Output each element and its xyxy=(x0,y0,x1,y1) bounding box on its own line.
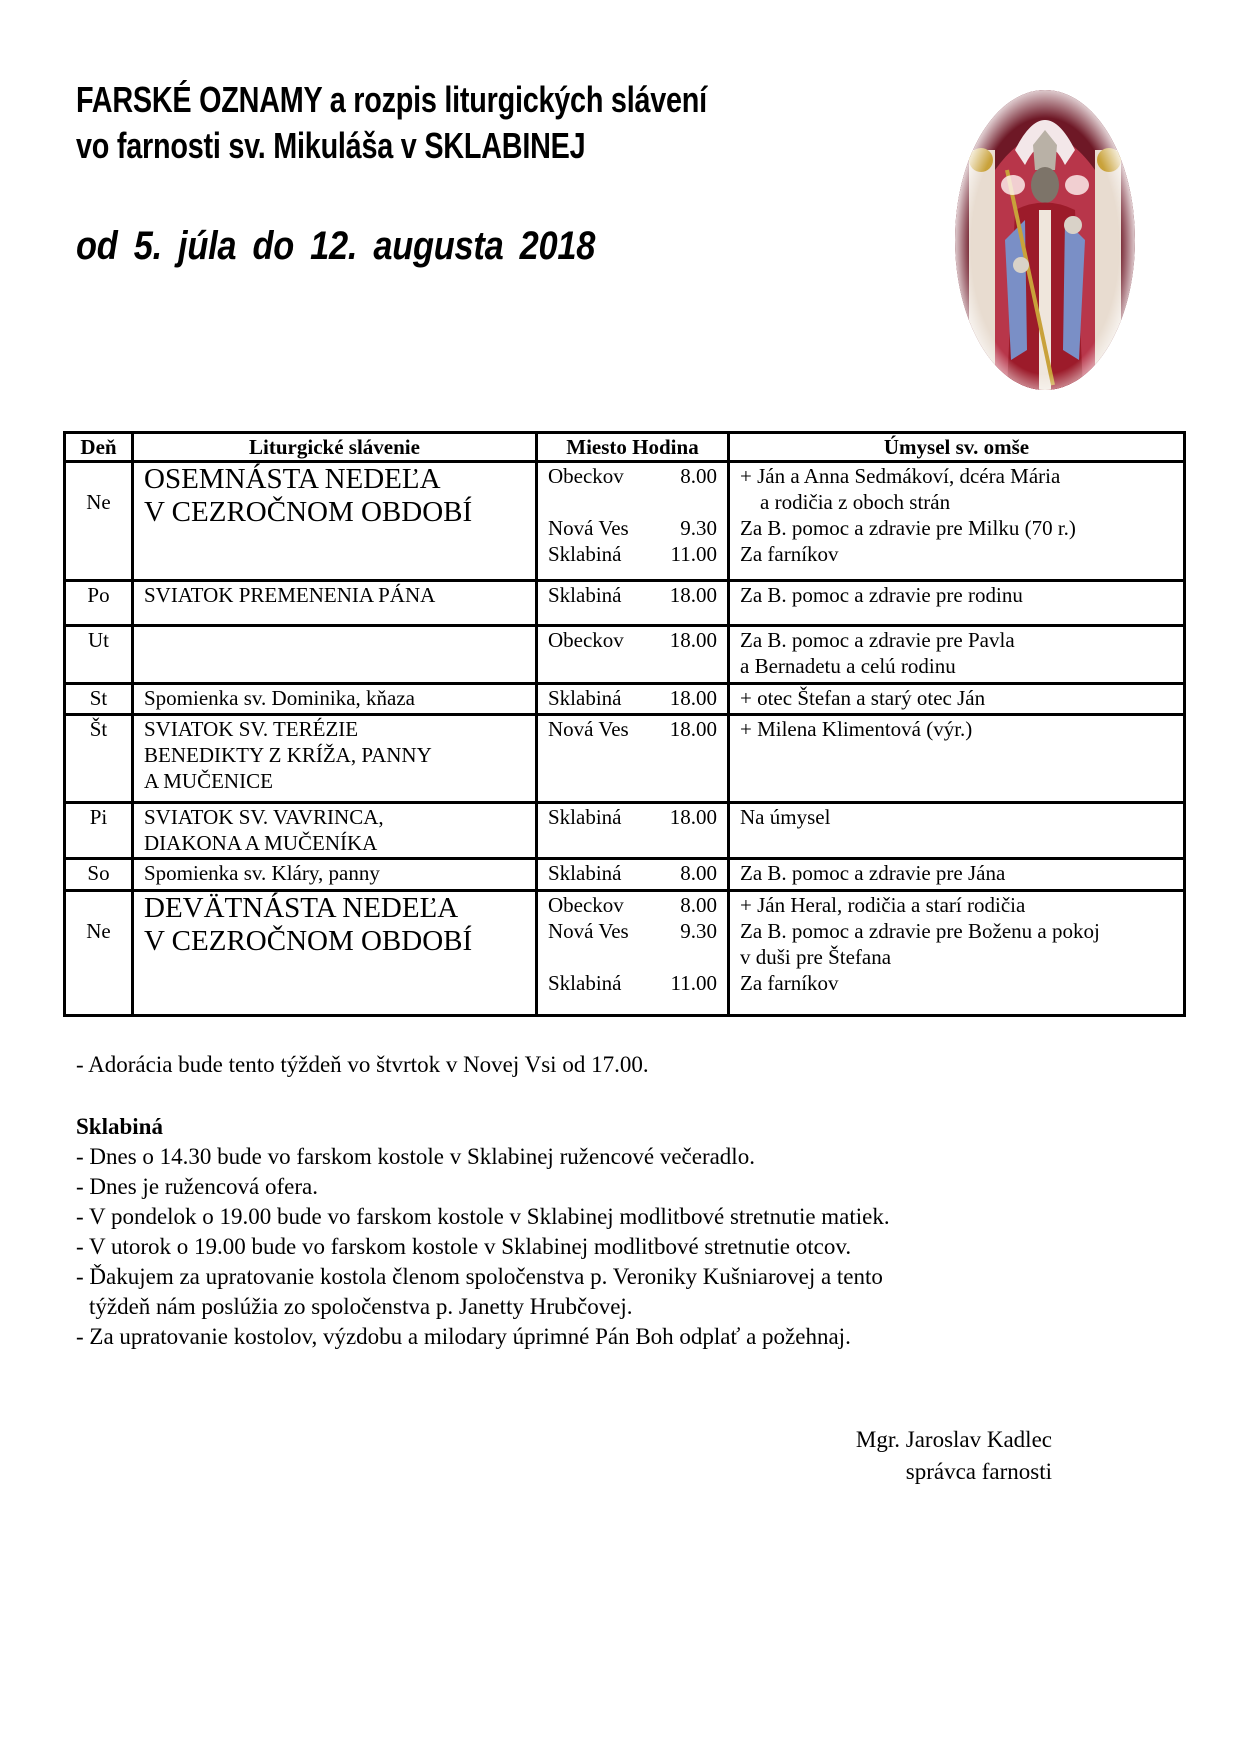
liturgy-line: SVIATOK SV. TERÉZIE xyxy=(144,717,359,741)
signature-role: správca farnosti xyxy=(905,1459,1052,1484)
mass-time: 8.00 xyxy=(680,861,717,885)
table-row xyxy=(65,581,1185,626)
intention-line: Za B. pomoc a zdravie pre rodinu xyxy=(740,583,1023,607)
mass-place-time xyxy=(548,582,717,608)
mass-time: 8.00 xyxy=(680,893,717,917)
date-range: od 5. júla do 12. augusta 2018 xyxy=(76,224,596,268)
intention-line: a rodičia z oboch strán xyxy=(760,490,951,514)
mass-place: Obeckov xyxy=(548,464,624,488)
day-label: Pi xyxy=(89,805,108,829)
place-time-cell xyxy=(537,803,729,859)
saint-nicholas-image xyxy=(955,90,1135,390)
signature-block xyxy=(856,1424,1052,1488)
day-label: Ne xyxy=(86,919,111,943)
liturgy-line: V CEZROČNOM OBDOBÍ xyxy=(144,496,473,528)
day-cell xyxy=(65,581,133,626)
mass-time: 18.00 xyxy=(669,583,717,607)
mass-time: 18.00 xyxy=(669,717,717,741)
mass-place-time xyxy=(548,685,717,711)
liturgy-line: DEVÄTNÁSTA NEDEĽA xyxy=(144,892,459,924)
intention-cell xyxy=(729,581,1185,626)
intention-line: + Ján a Anna Sedmákoví, dcéra Mária xyxy=(740,464,1061,488)
intention-line: Za farníkov xyxy=(740,542,839,566)
liturgy-line: Spomienka sv. Kláry, panny xyxy=(144,861,380,885)
liturgy-cell xyxy=(133,462,537,581)
place-time-cell xyxy=(537,891,729,1016)
intention-line: Na úmysel xyxy=(740,805,831,829)
liturgy-line: OSEMNÁSTA NEDEĽA xyxy=(144,463,441,495)
table-row xyxy=(65,715,1185,803)
intention-line: Za B. pomoc a zdravie pre Pavla xyxy=(740,628,1015,652)
intention-cell xyxy=(729,626,1185,684)
header-liturgy: Liturgické slávenie xyxy=(133,433,537,462)
announcement-item: - Dnes je ružencová ofera. xyxy=(76,1174,319,1199)
mass-place: Sklabiná xyxy=(548,686,622,710)
page-title-line-1: FARSKÉ OZNAMY a rozpis liturgických slávení xyxy=(76,79,707,120)
day-cell xyxy=(65,626,133,684)
liturgy-line: SVIATOK PREMENENIA PÁNA xyxy=(144,583,436,607)
intention-cell xyxy=(729,891,1185,1016)
intention-cell xyxy=(729,462,1185,581)
liturgy-cell xyxy=(133,715,537,803)
announcements xyxy=(76,1050,890,1352)
day-label: So xyxy=(87,861,110,885)
place-time-cell xyxy=(537,715,729,803)
liturgy-cell xyxy=(133,626,537,684)
header-intention: Úmysel sv. omše xyxy=(729,433,1185,462)
day-label: Po xyxy=(87,583,110,607)
vignette-overlay xyxy=(955,90,1135,390)
day-label: Ne xyxy=(86,490,111,514)
table-header-row xyxy=(65,433,1185,462)
day-cell xyxy=(65,803,133,859)
mass-time: 9.30 xyxy=(680,919,717,943)
place-time-cell xyxy=(537,462,729,581)
intention-cell xyxy=(729,684,1185,715)
mass-place-time xyxy=(548,860,717,886)
place-time-cell xyxy=(537,859,729,891)
mass-place: Sklabiná xyxy=(548,542,622,566)
mass-time: 9.30 xyxy=(680,516,717,540)
day-cell xyxy=(65,891,133,1016)
mass-time: 18.00 xyxy=(669,686,717,710)
mass-time: 11.00 xyxy=(670,542,717,566)
intention-line: + Milena Klimentová (výr.) xyxy=(740,717,973,741)
mass-place-time xyxy=(548,463,717,489)
liturgy-line: DIAKONA A MUČENÍKA xyxy=(144,831,378,855)
intention-line: a Bernadetu a celú rodinu xyxy=(740,654,956,678)
page-title-line-2: vo farnosti sv. Mikuláša v SKLABINEJ xyxy=(76,125,586,166)
liturgy-line: Spomienka sv. Dominika, kňaza xyxy=(144,686,416,710)
mass-place-time xyxy=(548,716,717,742)
mass-place: Sklabiná xyxy=(548,971,622,995)
place-time-cell xyxy=(537,581,729,626)
mass-place-time xyxy=(548,515,717,541)
mass-place: Sklabiná xyxy=(548,805,622,829)
mass-place-time xyxy=(548,970,717,996)
section-heading-sklabina: Sklabiná xyxy=(76,1114,163,1139)
intention-line: v duši pre Štefana xyxy=(740,945,892,969)
liturgy-line: A MUČENICE xyxy=(144,769,273,793)
mass-place: Sklabiná xyxy=(548,583,622,607)
mass-time: 8.00 xyxy=(680,464,717,488)
announcement-item-continuation: týždeň nám poslúžia zo spoločenstva p. Janetty Hrubčovej. xyxy=(89,1294,633,1319)
liturgy-line: V CEZROČNOM OBDOBÍ xyxy=(144,925,473,957)
signature-name: Mgr. Jaroslav Kadlec xyxy=(855,1427,1052,1452)
announcement-item: - V utorok o 19.00 bude vo farskom kostole v Sklabinej modlitbové stretnutie otcov. xyxy=(76,1234,852,1259)
mass-place-time xyxy=(548,541,717,567)
header-day: Deň xyxy=(65,433,133,462)
day-cell xyxy=(65,715,133,803)
mass-place-time xyxy=(548,892,717,918)
liturgy-cell xyxy=(133,684,537,715)
mass-place-time xyxy=(548,918,717,944)
mass-time: 11.00 xyxy=(670,971,717,995)
intention-line: + otec Štefan a starý otec Ján xyxy=(740,686,986,710)
intention-cell xyxy=(729,859,1185,891)
liturgy-schedule-table xyxy=(63,431,1186,1017)
intention-cell xyxy=(729,803,1185,859)
announcement-item: - Dnes o 14.30 bude vo farskom kostole v Sklabinej ružencové večeradlo. xyxy=(76,1144,755,1169)
announcement-item: - V pondelok o 19.00 bude vo farskom kostole v Sklabinej modlitbové stretnutie matiek. xyxy=(76,1204,890,1229)
header-place-time: Miesto Hodina xyxy=(537,433,729,462)
mass-place-time xyxy=(548,804,717,830)
table-row xyxy=(65,462,1185,581)
announcement-item: - Ďakujem za upratovanie kostola členom spoločenstva p. Veroniky Kušniarovej a tento xyxy=(76,1264,883,1289)
liturgy-cell xyxy=(133,859,537,891)
intention-cell xyxy=(729,715,1185,803)
day-label: Ut xyxy=(88,628,109,652)
day-cell xyxy=(65,462,133,581)
intention-line: Za B. pomoc a zdravie pre Boženu a pokoj xyxy=(740,919,1100,943)
mass-time: 18.00 xyxy=(669,805,717,829)
liturgy-cell xyxy=(133,891,537,1016)
mass-time: 18.00 xyxy=(669,628,717,652)
mass-place: Sklabiná xyxy=(548,861,622,885)
intention-line: Za B. pomoc a zdravie pre Jána xyxy=(740,861,1006,885)
table-row xyxy=(65,891,1185,1016)
table-row xyxy=(65,803,1185,859)
mass-place: Obeckov xyxy=(548,893,624,917)
place-time-cell xyxy=(537,626,729,684)
table-row xyxy=(65,684,1185,715)
table-row xyxy=(65,626,1185,684)
day-label: St xyxy=(89,686,108,710)
day-cell xyxy=(65,859,133,891)
intention-line: + Ján Heral, rodičia a starí rodičia xyxy=(740,893,1026,917)
mass-place-time xyxy=(548,627,717,653)
mass-place: Nová Ves xyxy=(548,919,629,943)
day-label: Št xyxy=(89,717,108,741)
mass-place: Nová Ves xyxy=(548,717,629,741)
intention-line: Za B. pomoc a zdravie pre Milku (70 r.) xyxy=(740,516,1076,540)
liturgy-line: BENEDIKTY Z KRÍŽA, PANNY xyxy=(144,743,432,767)
liturgy-cell xyxy=(133,581,537,626)
announcement-item: - Za upratovanie kostolov, výzdobu a milodary úprimné Pán Boh odplať a požehnaj. xyxy=(76,1324,851,1349)
liturgy-cell xyxy=(133,803,537,859)
mass-place: Obeckov xyxy=(548,628,624,652)
table-row xyxy=(65,859,1185,891)
announcement-general: - Adorácia bude tento týždeň vo štvrtok v Novej Vsi od 17.00. xyxy=(76,1052,649,1077)
place-time-cell xyxy=(537,684,729,715)
intention-line: Za farníkov xyxy=(740,971,839,995)
liturgy-line: SVIATOK SV. VAVRINCA, xyxy=(144,805,384,829)
mass-place: Nová Ves xyxy=(548,516,629,540)
day-cell xyxy=(65,684,133,715)
